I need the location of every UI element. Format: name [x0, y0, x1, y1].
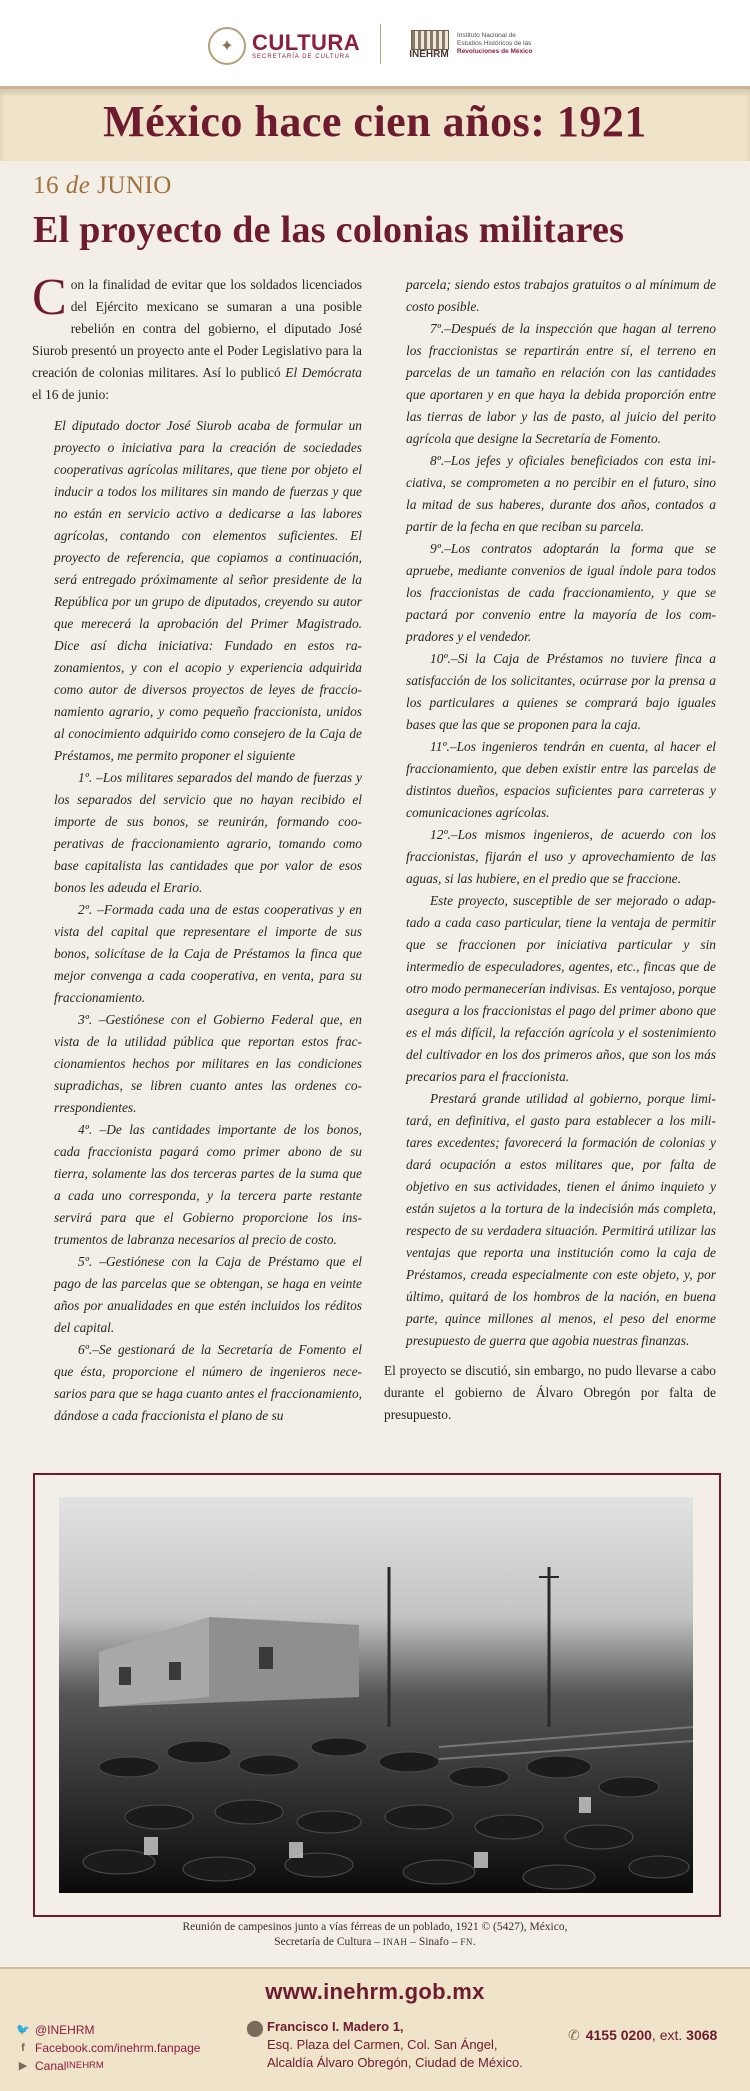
- caption-end: .: [472, 1936, 476, 1948]
- phone-ext-label: , ext.: [651, 2027, 687, 2043]
- quoted-text-continued: [406, 274, 716, 1352]
- quote-paragraph: Este proyecto, susceptible de ser mejorado o adaptado a cada caso particular, tiene la ventaja de permitir que se fraccionen por iniciativa particular y sin intermedio de especuladores, agentes, etc., fincas que de otro modo permanecerían indivisas. Es ventajoso, porque asegura a los fraccionistas el pago del primer abono que es el más difícil, la refacción agrícola y el sostenimiento del cultivador en los dos primeros años, que son los más precarios para el fraccionista.: [406, 893, 716, 1084]
- date-de: de: [65, 172, 91, 199]
- header-bar: [0, 0, 750, 86]
- address-line-3: Alcaldía Álvaro Obregón, Ciudad de México.: [267, 2055, 523, 2070]
- quote-paragraph: 5º. –Gestiónese con la Caja de Préstamo que el pago de las parcelas que se obtengan, se haga en veinte años por anualidades en que estén incluidos los réditos del capital.: [54, 1254, 362, 1335]
- article-column-right: [384, 274, 716, 1426]
- quote-paragraph: 1º. –Los militares separados del mando de fuerzas y los separados del servicio que no hayan recibido el importe de sus bonos, se reunirán, formando cooperativas de fraccionamiento agrario, tomando como base capitalista las cantidades que por valor de esos bonos les adeuda el Erario.: [54, 770, 362, 895]
- photo-caption: [100, 1920, 650, 1950]
- facebook-link[interactable]: [16, 2039, 200, 2057]
- caption-line-1: Reunión de campesinos junto a vías férreas de un poblado, 1921 © (5427), México,: [182, 1921, 568, 1933]
- cultura-name: CULTURA: [252, 30, 361, 55]
- website-link[interactable]: www.inehrm.gob.mx: [265, 1979, 485, 2004]
- quote-paragraph: 10º.–Si la Caja de Préstamos no tuviere finca a satisfacción de los solicitantes, ocúrrase por la prensa a los particulares a quienes se comprará bajo iguales bases que las que se proponen para la caja.: [406, 651, 716, 732]
- facebook-url: Facebook.com/inehrm.fanpage: [35, 2041, 201, 2055]
- caption-line-2: [100, 1935, 650, 1950]
- inehrm-building-icon: [407, 28, 451, 60]
- social-links: [16, 2021, 200, 2075]
- date-month: JUNIO: [97, 172, 172, 199]
- caption-sinafo: – Sinafo –: [407, 1936, 461, 1948]
- quote-paragraph: 6º.–Se gestionará de la Secretaría de Fomento el que ésta, proporcione el número de ingenieros necesarios para que se haga cuanto antes el fraccionamiento, dándose a cada fraccionista el plano de su: [54, 1342, 362, 1423]
- caption-inah: INAH: [382, 1937, 408, 1947]
- date-day: 16: [33, 172, 59, 199]
- intro-text-a: on la finalidad de evitar que los soldados licenciados del Ejército mexicano se sumaran a una posible rebelión en contra del gobierno, el diputado José Siurob presentó un proyecto ante el Poder Legislativo para la creación de colonias militares. Así lo publicó: [32, 277, 362, 380]
- quote-paragraph: 8º.–Los jefes y oficiales beneficiados con esta iniciativa, se comprometen a no percibir en el futuro, sino la mitad de sus haberes, durante dos años, contados a partir de la fecha en que reciban su parcela.: [406, 453, 716, 534]
- inehrm-line-2: Estudios Históricos de las: [457, 40, 532, 47]
- quote-paragraph: 7º.–Después de la inspección que hagan al terreno los fraccionistas se repartirán entre sí, el terreno en parcelas de un tamaño en relación con las cantidades que aportaren y en que haya la debida proporción entre las tierras de labor y las de pasto, al juicio del perito agrícola que designe la Secretaría de Fomento.: [406, 321, 716, 446]
- historical-photo: [59, 1497, 693, 1893]
- address-block: [246, 2018, 523, 2072]
- drop-cap: C: [32, 269, 67, 326]
- inehrm-line-3: Revoluciones de México: [457, 48, 533, 55]
- quote-paragraph: Prestará grande utilidad al gobierno, porque limitará, en definitiva, el gasto para establecer a los militares excedentes; favorecerá la formación de colonias y dará ocupación a estos militares que, por falta de objetivo en sus actividades, tienen el ánimo inquieto y están sujetos a la tortura de la indecisión más completa, respecto de su verdadera situación. Permitirá utilizar las ventajas que reporta una institución como la caja de Préstamos, creada especialmente con este objeto, y, por último, quitará de los hombros de la nación, en buena parte, quince millones al menos, el peso del enorme presupuesto de guerra que agobia nuestras finanzas.: [406, 1091, 716, 1348]
- youtube-label: Canal: [35, 2059, 67, 2073]
- publication-name: El Demócrata: [285, 365, 363, 380]
- address-street: Francisco I. Madero 1,: [267, 2019, 404, 2034]
- quoted-text: [54, 415, 362, 1427]
- facebook-icon: f: [21, 2042, 25, 2054]
- caption-fn: FN: [460, 1937, 473, 1947]
- phone-extension: 3068: [686, 2027, 718, 2043]
- phone-icon: ✆: [568, 2027, 580, 2043]
- inehrm-logo[interactable]: [407, 28, 533, 60]
- phone-block[interactable]: [568, 2027, 717, 2044]
- quote-paragraph: 3º. –Gestiónese con el Gobierno Federal que, en vista de la utilidad pública que reportan estos fraccionamientos hechos por militares en las condiciones supradichas, se libren cuanto antes las ordenes correspondientes.: [54, 1012, 362, 1115]
- article-date: [33, 172, 172, 200]
- quote-paragraph: 2º. –Formada cada una de estas cooperativas y en vista del capital que representare el importe de sus bonos, solicítase de la Caja de Préstamos la finca que mejor convenga a cada cooperativa, en venta, para su fraccionamiento.: [54, 902, 362, 1005]
- twitter-handle: @INEHRM: [35, 2023, 95, 2037]
- quote-paragraph: 9º.–Los contratos adoptarán la forma que se apruebe, mediante convenios de igual índole para todos los fraccionistas de cada fraccionamiento, y que se pactará por convenio entre la mayoría de los compradores y el vendedor.: [406, 541, 716, 644]
- location-pin-icon: ⬤: [246, 2020, 264, 2037]
- twitter-link[interactable]: [16, 2021, 200, 2039]
- quote-paragraph: 11º.–Los ingenieros tendrán en cuenta, al hacer el fraccionamiento, que deben existir entre las parcelas de distintos dueños, espacios suficientes para carreteras y comunicaciones agrícolas.: [406, 739, 716, 820]
- page-title: México hace cien años: 1921: [103, 97, 647, 146]
- twitter-icon: 🐦: [16, 2024, 30, 2036]
- intro-paragraph: [32, 269, 363, 406]
- address-line-2: Esq. Plaza del Carmen, Col. San Ángel,: [267, 2037, 498, 2052]
- cultura-logo[interactable]: [208, 26, 360, 66]
- inehrm-abbr: INEHRM: [409, 49, 449, 60]
- youtube-link[interactable]: [16, 2057, 200, 2075]
- article-column-left: [32, 269, 363, 1427]
- youtube-channel: INEHRM: [66, 2060, 104, 2071]
- quote-paragraph: 4º. –De las cantidades importante de los bonos, cada fraccionista pagará como primer abono de su tierra, solamente las dos terceras partes de la suma que a cada uno corresponda, y la tercera parte restante servirá para que el Gobierno proporcione los instrumentos de labranza necesarios al precio de costo.: [54, 1122, 362, 1247]
- photo-illustration: [59, 1497, 693, 1893]
- caption-credit: Secretaría de Cultura –: [274, 1936, 383, 1948]
- inehrm-line-1: Instituto Nacional de: [457, 32, 516, 39]
- intro-text-b: el 16 de junio:: [32, 387, 109, 402]
- closing-paragraph: El proyecto se discutió, sin embargo, no pudo llevarse a cabo durante el gobierno de Álvaro Obregón por falta de presupuesto.: [384, 1363, 716, 1422]
- youtube-icon: ▶: [18, 2060, 28, 2072]
- cultura-subtitle: SECRETARÍA DE CULTURA: [252, 54, 351, 60]
- logo-divider: [380, 24, 381, 64]
- photo-frame: [33, 1473, 721, 1917]
- quote-paragraph: parcela; siendo estos trabajos gratuitos o al mínimum de costo posible.: [406, 277, 716, 314]
- quote-paragraph: El diputado doctor José Siurob acaba de formular un proyecto o iniciativa para la creación de sociedades cooperativas agrícolas militares, que tiene por objeto el inducir a todos los militares sin mando de fuerzas y que no están en servicio activo a dedicarse a las labores agrícolas, contando con elementos suficientes. El proyecto de referencia, que copiamos a continuación, será entregado próximamente al señor presidente de la República por un grupo de diputados, creyendo su autor que merecerá la aprobación del Primer Magistrado. Dice así dicha iniciativa: Fundado en estos razonamientos, y con el acopio y experiencia adquirida como autor de diversos proyectos de leyes de fraccionamiento agrario, y como pequeño fraccionista, unidos al conocimiento adquirido como consejero de la Caja de Préstamos, me permito proponer el siguiente: [54, 418, 362, 763]
- mexico-seal-icon: ✦: [208, 27, 246, 65]
- phone-number: 4155 0200: [585, 2027, 652, 2043]
- article-title: El proyecto de las colonias militares: [33, 209, 625, 251]
- quote-paragraph: 12º.–Los mismos ingenieros, de acuerdo con los fraccionistas, fijarán el uso y aprovechamiento de las aguas, si las hubiere, en el predio que se fraccione.: [406, 827, 716, 886]
